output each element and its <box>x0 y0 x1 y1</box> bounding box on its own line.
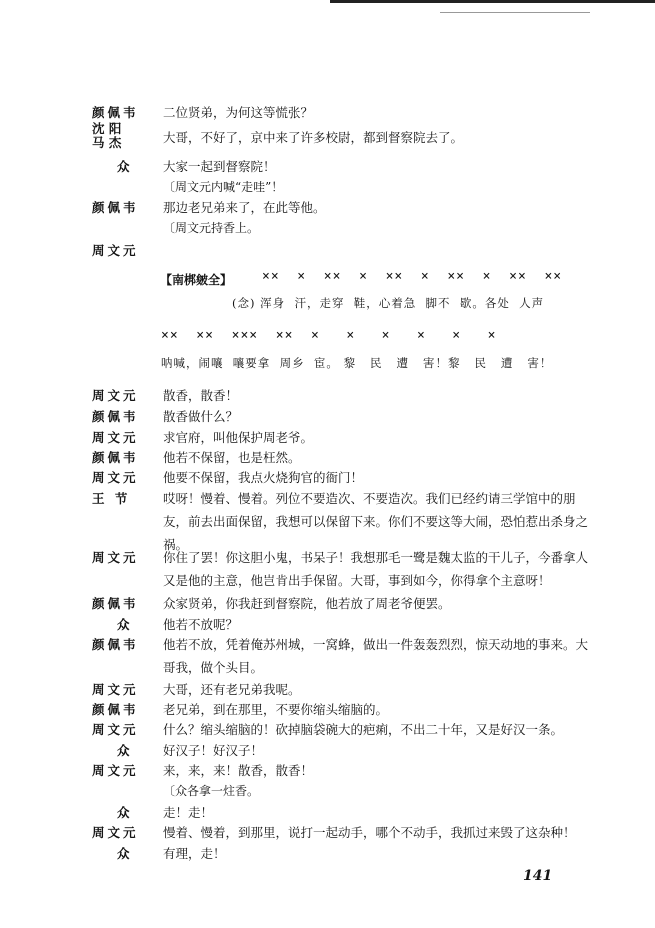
song-lyrics: (念) 浑身 汗，走穿 鞋，心着急 脚不 歇。各处 人声 <box>232 296 545 310</box>
speaker-name: 众 <box>117 743 133 758</box>
speaker-name: 周文元 <box>92 430 139 445</box>
speaker-name: 周文元 <box>92 243 139 258</box>
speaker-name: 众 <box>117 805 133 820</box>
speaker-name: 马 杰 <box>92 135 122 150</box>
dialogue-text: 他若不放，凭着俺苏州城，一窝蜂，做出一件轰轰烈烈，惊天动地的事来。大哥我，做个头目。 <box>163 637 589 675</box>
speaker-name: 颜佩韦 <box>92 200 139 215</box>
speaker-name: 沈 阳 <box>92 121 122 136</box>
dialogue-text: 散香，散香！ <box>163 388 239 403</box>
dialogue-text: 他若不保留，也是枉然。 <box>163 450 301 465</box>
speaker-name: 众 <box>117 159 133 174</box>
dialogue-text: 来，来，来！散香，散香！ <box>163 763 314 778</box>
speaker-name: 众 <box>117 846 133 861</box>
stage-direction-text: 〔众各拿一炷香。 <box>163 784 260 798</box>
speaker-name: 周文元 <box>92 825 139 840</box>
dialogue-text: 老兄弟，到在那里，不要你缩头缩脑的。 <box>163 702 389 717</box>
dialogue-text: 大哥，还有老兄弟我呢。 <box>163 682 301 697</box>
speaker-name: 颜佩韦 <box>92 105 139 120</box>
speaker-name: 周文元 <box>92 722 139 737</box>
speaker-name: 王 节 <box>92 491 131 506</box>
dialogue-text: 散香做什么？ <box>163 409 239 424</box>
speaker-name: 颜佩韦 <box>92 409 139 424</box>
dialogue-text: 大家一起到督察院！ <box>163 159 276 174</box>
top-border-line-thin <box>440 12 590 14</box>
dialogue-text: 走！走！ <box>163 805 214 820</box>
dialogue-text: 好汉子！好汉子！ <box>163 743 264 758</box>
speaker-name: 周文元 <box>92 763 139 778</box>
dialogue-text: 二位贤弟，为何这等慌张？ <box>163 105 314 120</box>
dialogue-text: 他要不保留，我点火烧狗官的衙门！ <box>163 470 364 485</box>
top-border-line <box>330 0 655 8</box>
tune-name: 【南梆皴全】 <box>160 273 233 287</box>
dialogue-text: 那边老兄弟来了，在此等他。 <box>163 200 326 215</box>
dialogue-text: 哎呀！慢着、慢着。列位不要造次、不要造次。我们已经约请三学馆中的朋友，前去出面保留，我想可以保留下来。你们不要这等大闹，恐怕惹出杀身之祸。 <box>163 491 589 552</box>
speaker-name: 颜佩韦 <box>92 637 139 652</box>
song-lyrics: 呐喊，闹嚷 嚷要拿 周乡 宦。 黎 民 遭 害！黎 民 遭 害！ <box>161 356 553 370</box>
dialogue-line <box>0 633 655 681</box>
speaker-name: 周文元 <box>92 470 139 485</box>
speaker-name: 周文元 <box>92 682 139 697</box>
dialogue-line <box>0 122 655 154</box>
dialogue-text: 他若不放呢？ <box>163 617 239 632</box>
rhythm-marks: ×× ×× ××× ×× × × × × × × <box>161 328 497 343</box>
speaker-name-pair <box>92 122 152 150</box>
dialogue-text: 什么？缩头缩脑的！砍掉脑袋碗大的疤痢，不出二十年，又是好汉一条。 <box>163 722 564 737</box>
speaker-name: 周文元 <box>92 550 139 565</box>
dialogue-text: 大哥，不好了，京中来了许多校尉，都到督察院去了。 <box>163 130 464 145</box>
dialogue-text: 求官府，叫他保护周老爷。 <box>163 430 314 445</box>
dialogue-text: 你住了罢！你这胆小鬼，书呆子！我想那毛一鹭是魏太监的干儿子，今番拿人又是他的主意，他岂肯出手保留。大哥，事到如今，你得拿个主意呀！ <box>163 550 589 588</box>
dialogue-text: 有理，走！ <box>163 846 226 861</box>
speaker-name: 周文元 <box>92 388 139 403</box>
stage-direction-text: 〔周文元持香上。 <box>163 221 260 235</box>
rhythm-marks: ×× × ×× × ×× × ×× × ×× ×× <box>262 269 563 284</box>
speaker-name: 颜佩韦 <box>92 702 139 717</box>
page-number: 141 <box>523 868 553 884</box>
dialogue-line <box>0 546 655 594</box>
speaker-name: 颜佩韦 <box>92 596 139 611</box>
speaker-name: 颜佩韦 <box>92 450 139 465</box>
stage-direction-text: 〔周文元内喊“走哇”！ <box>163 180 284 194</box>
dialogue-text: 慢着、慢着，到那里，说打一起动手，哪个不动手，我抓过来毁了这杂种！ <box>163 825 576 840</box>
speaker-name: 众 <box>117 617 133 632</box>
dialogue-text: 众家贤弟，你我赶到督察院，他若放了周老爷便罢。 <box>163 596 451 611</box>
